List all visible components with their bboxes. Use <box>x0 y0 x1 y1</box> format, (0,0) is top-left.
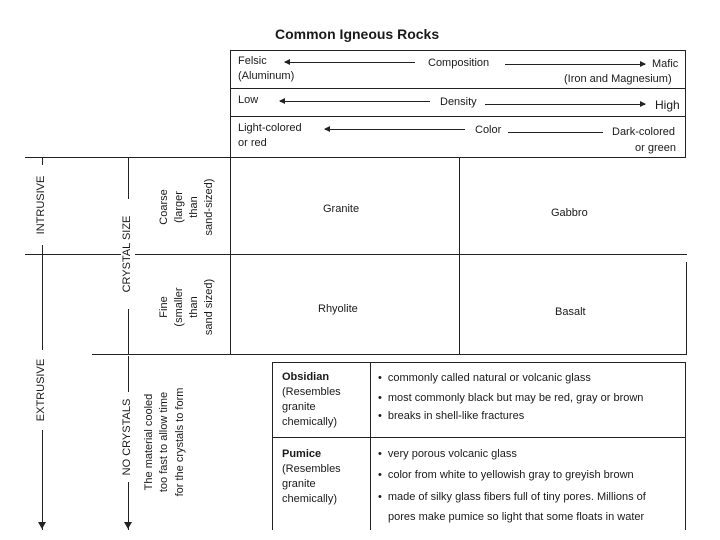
rock-basalt: Basalt <box>555 306 586 318</box>
header-divider-1 <box>230 88 685 89</box>
coarse-label: Coarse <box>158 189 170 225</box>
no-crystals-arrow-down <box>124 522 132 529</box>
pumice-bullet-1: • very porous volcanic glass <box>378 448 517 460</box>
extrusive-arrow-down <box>38 522 46 529</box>
fine-sub-3: sand sized) <box>203 278 215 336</box>
density-arrow-left <box>280 101 430 102</box>
obsidian-bullet-3: • breaks in shell-like fractures <box>378 410 524 422</box>
color-arrow-left <box>325 129 465 130</box>
fine-label: Fine <box>158 296 170 318</box>
rock-granite: Granite <box>323 203 360 215</box>
density-arrow-right <box>485 104 645 105</box>
header-divider-2 <box>230 116 685 117</box>
coarse-sub-2: than <box>188 196 200 218</box>
intrusive-label: INTRUSIVE <box>35 165 49 245</box>
obsidian-bullet-2: • most commonly black but may be red, gray or brown <box>378 392 643 404</box>
pumice-bullet-3-cont: pores make pumice so light that some floats in water <box>388 511 645 523</box>
color-right-sub: or green <box>635 142 676 154</box>
obsidian-sub-3: chemically) <box>282 416 338 428</box>
pumice-bullet-3: • made of silky glass fibers full of tiny pores. Millions of <box>378 491 646 503</box>
pumice-sub-1: (Resembles <box>282 463 341 475</box>
fine-sub-2: than <box>188 296 200 318</box>
composition-arrow-right <box>505 64 645 65</box>
pumice-bullet-2: • color from white to yellowish gray to greyish brown <box>378 469 634 481</box>
pumice-name: Pumice <box>282 448 322 460</box>
grid-fine-bottom-line <box>92 354 687 355</box>
coarse-sub-1: (larger <box>173 191 185 223</box>
density-label: Density <box>440 96 477 108</box>
composition-left: Felsic <box>238 55 267 67</box>
obsidian-name: Obsidian <box>282 371 330 383</box>
composition-arrow-left <box>285 62 415 63</box>
pumice-sub-2: granite <box>282 478 316 490</box>
color-right: Dark-colored <box>612 126 675 138</box>
rock-rhyolite: Rhyolite <box>318 303 358 315</box>
composition-label: Composition <box>428 57 490 69</box>
density-left: Low <box>238 94 259 106</box>
crystal-size-label: CRYSTAL SIZE <box>121 199 135 309</box>
no-crystals-box-middle <box>272 437 686 438</box>
no-crystals-box-right <box>685 362 686 530</box>
obsidian-sub-2: granite <box>282 401 316 413</box>
page-title: Common Igneous Rocks <box>275 26 440 42</box>
color-arrow-right-line <box>508 132 603 133</box>
no-crystals-box-top <box>272 362 686 363</box>
rock-gabbro: Gabbro <box>551 207 588 219</box>
grid-right-line <box>686 262 687 354</box>
color-left-sub: or red <box>238 137 267 149</box>
grid-center-line <box>459 158 460 354</box>
pumice-sub-3: chemically) <box>282 493 338 505</box>
fine-sub-1: (smaller <box>173 287 185 327</box>
composition-right: Mafic <box>652 58 679 70</box>
obsidian-bullet-1: • commonly called natural or volcanic glass <box>378 372 591 384</box>
composition-left-sub: (Aluminum) <box>238 70 295 82</box>
color-left: Light-colored <box>238 122 302 134</box>
coarse-sub-3: sand-sized) <box>203 178 215 236</box>
no-crystals-note-2: too fast to allow time <box>158 391 170 493</box>
grid-right-step <box>686 262 687 263</box>
grid-top-line <box>25 157 685 158</box>
header-left-line <box>230 50 231 355</box>
extrusive-label: EXTRUSIVE <box>35 350 49 430</box>
no-crystals-note-3: for the crystals to form <box>174 387 186 497</box>
header-top-line <box>230 50 685 51</box>
header-right-line <box>685 50 686 158</box>
obsidian-sub-1: (Resembles <box>282 386 341 398</box>
no-crystals-label: NO CRYSTALS <box>121 392 135 482</box>
color-label: Color <box>475 124 502 136</box>
no-crystals-box-left <box>272 362 273 530</box>
composition-right-sub: (Iron and Magnesium) <box>564 73 672 85</box>
no-crystals-note-1: The material cooled <box>143 393 155 491</box>
no-crystals-box-divider <box>370 362 371 530</box>
density-right: High <box>655 98 680 112</box>
